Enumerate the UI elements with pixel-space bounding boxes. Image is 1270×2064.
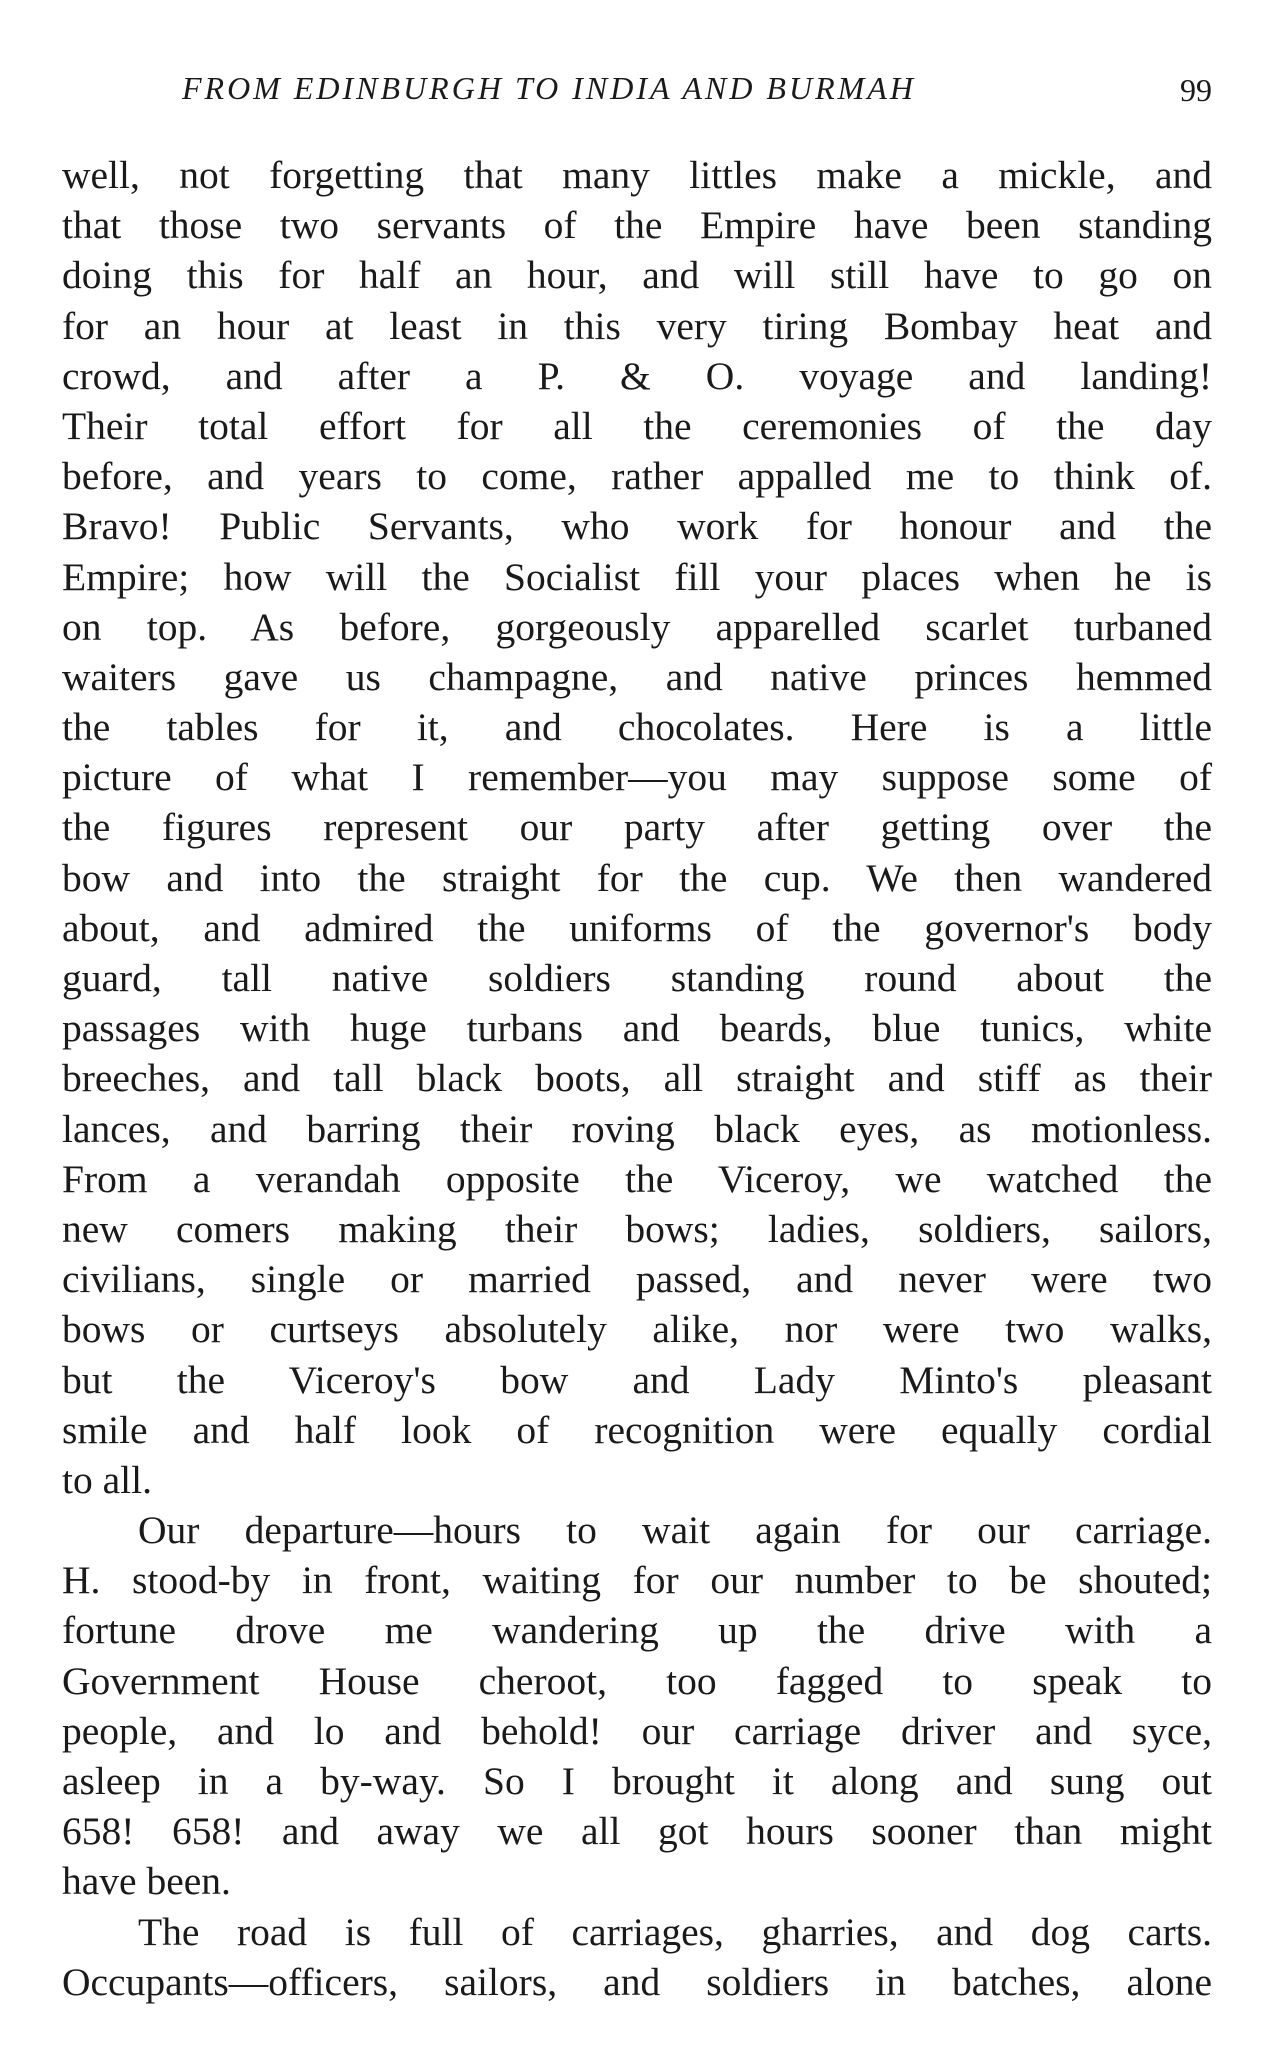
text-line: well, not forgetting that many littles make a mickle, and	[62, 153, 1212, 197]
text-line: on top. As before, gorgeously apparelled scarlet turbaned	[62, 604, 1212, 649]
text-line: 658! 658! and away we all got hours sooner than might	[62, 1809, 1212, 1854]
text-line: the figures represent our party after getting over the	[62, 805, 1212, 850]
text-line: crowd, and after a P. & O. voyage and landing!	[62, 353, 1212, 398]
text-line: Our departure—hours to wait again for our carriage.	[138, 1508, 1212, 1553]
paragraph-1	[62, 150, 1212, 1505]
text-line: to all.	[62, 1457, 152, 1502]
text-line: people, and lo and behold! our carriage driver and syce,	[62, 1708, 1212, 1753]
text-line: bows or curtseys absolutely alike, nor were two walks,	[62, 1307, 1212, 1352]
text-line: Their total effort for all the ceremonies of the day	[62, 403, 1212, 448]
text-line: From a verandah opposite the Viceroy, we watched the	[62, 1156, 1212, 1201]
text-line: fortune drove me wandering up the drive with a	[62, 1608, 1212, 1653]
text-line: Empire; how will the Socialist fill your places when he is	[62, 554, 1212, 599]
text-line: bow and into the straight for the cup. We then wandered	[62, 855, 1212, 900]
text-line: picture of what I remember—you may suppose some of	[62, 755, 1212, 800]
text-line: smile and half look of recognition were equally cordial	[62, 1407, 1212, 1452]
paragraph-2	[62, 1505, 1212, 1907]
text-line: Bravo! Public Servants, who work for honour and the	[62, 504, 1212, 549]
text-line: civilians, single or married passed, and never were two	[62, 1257, 1212, 1302]
body-text	[62, 150, 1212, 2007]
page-number: 99	[1180, 72, 1212, 108]
paragraph-3	[62, 1907, 1212, 2007]
text-line: that those two servants of the Empire have been standing	[62, 203, 1212, 248]
text-line: breeches, and tall black boots, all straight and stiff as their	[62, 1056, 1212, 1101]
book-page	[62, 0, 1212, 2064]
text-line: passages with huge turbans and beards, blue tunics, white	[62, 1006, 1212, 1051]
text-line: Occupants—officers, sailors, and soldiers in batches, alone	[62, 1959, 1212, 2004]
text-line: but the Viceroy's bow and Lady Minto's pleasant	[62, 1357, 1212, 1402]
text-line: Government House cheroot, too fagged to speak to	[62, 1658, 1212, 1703]
text-line: guard, tall native soldiers standing round about the	[62, 956, 1212, 1000]
text-line: have been.	[62, 1859, 231, 1904]
text-line: for an hour at least in this very tiring Bombay heat and	[62, 303, 1212, 348]
running-head	[62, 70, 1212, 114]
text-line: The road is full of carriages, gharries, and dog carts.	[138, 1909, 1212, 1954]
text-line: the tables for it, and chocolates. Here is a little	[62, 705, 1212, 750]
running-title: FROM EDINBURGH TO INDIA AND BURMAH	[182, 70, 916, 106]
text-line: doing this for half an hour, and will still have to go on	[62, 253, 1212, 298]
text-line: new comers making their bows; ladies, soldiers, sailors,	[62, 1206, 1212, 1251]
text-line: waiters gave us champagne, and native princes hemmed	[62, 654, 1212, 699]
text-line: before, and years to come, rather appalled me to think of.	[62, 454, 1212, 499]
text-line: lances, and barring their roving black eyes, as motionless.	[62, 1106, 1212, 1151]
text-line: asleep in a by-way. So I brought it along and sung out	[62, 1759, 1212, 1803]
text-line: H. stood-by in front, waiting for our number to be shouted;	[62, 1558, 1212, 1603]
text-line: about, and admired the uniforms of the governor's body	[62, 905, 1212, 950]
